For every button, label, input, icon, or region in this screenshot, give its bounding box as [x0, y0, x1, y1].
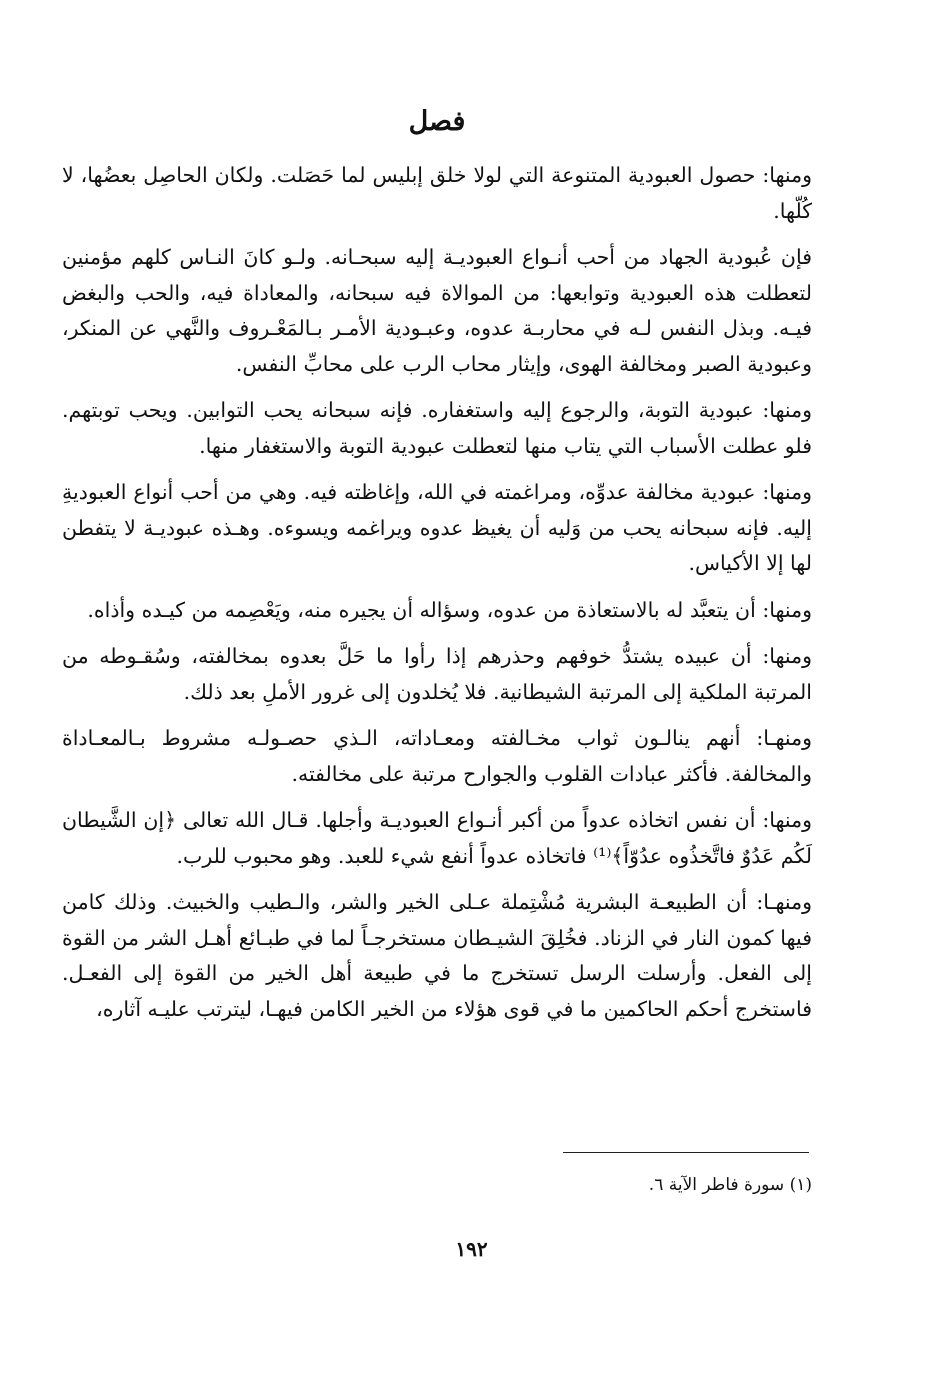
paragraph: ومنها: عبودية مخالفة عدوِّه، ومراغمته في الله، وإغاظته فيه. وهي من أحب أنواع العبوديةِ إليه. فإنه سبحانه يحب من وَليه أن يغيظ عدوه ويراغمه ويسوءه. وهـذه عبوديـة لا يتفطن لها إلا الأكياس. [62, 480, 812, 575]
paragraph: ومنها: أن نفس اتخاذه عدواً من أكبر أنـواع العبوديـة وأجلها. قـال الله تعالى ﴿إن الشَّيطان لَكُم عَدُوٌ فاتَّخذُوه عدُوّاً﴾⁽¹⁾ فاتخاذه عدواً أنفع شيء للعبد. وهو محبوب للرب. [62, 808, 812, 868]
page-number: ١٩٢ [455, 1237, 488, 1261]
footnote: (١) سورة فاطر الآية ٦. [648, 1175, 812, 1195]
paragraph: ومنها: حصول العبودية المتنوعة التي لولا خلق إبليس لما حَصَلت. ولكان الحاصِل بعضُها، لا كُلّها. [62, 163, 812, 223]
paragraph: ومنها: أن عبيده يشتدُّ خوفهم وحذرهم إذا رأوا ما حَلَّ بعدوه بمخالفته، وسُقـوطه من المرتبة الملكية إلى المرتبة الشيطانية. فلا يُخلدون إلى غرور الأملِ بعد ذلك. [62, 644, 812, 704]
paragraph: ومنهـا: أن الطبيعـة البشرية مُشْتِملة عـلى الخير والشر، والـطيب والخبيث. وذلك كامن فيها كمون النار في الزناد. فخُلِقَ الشيـطان مستخرجـاً لما في طبـائع أهـل الشر من القوة إلى الفعل. وأرسلت الرسل تستخرج ما في طبيعة أهل الخير من القوة إلى الفعـل. فاستخرج أحكم الحاكمين ما في قوى هؤلاء من الخير الكامن فيهـا، ليترتب عليـه آثاره، [62, 890, 812, 1021]
paragraph: ومنها: عبودية التوبة، والرجوع إليه واستغفاره. فإنه سبحانه يحب التوابين. ويحب توبتهم. فلو عطلت الأسباب التي يتاب منها لتعطلت عبودية التوبة والاستغفار منها. [62, 398, 812, 458]
page-body [62, 100, 812, 1038]
footnote-divider [563, 1152, 809, 1153]
paragraph: ومنها: أن يتعبَّد له بالاستعاذة من عدوه، وسؤاله أن يجيره منه، ويَعْصِمه من كيـده وأذاه. [87, 597, 812, 622]
paragraph: فإن عُبودية الجهاد من أحب أنـواع العبوديـة إليه سبحـانه. ولـو كانَ النـاس كلهم مؤمنين لتعطلت هذه العبودية وتوابعها: من الموالاة فيه سبحانه، والمعاداة فيه، والحب والبغض فيـه. وبذل النفس لـه في محاربـة عدوه، وعبـودية الأمـر بـالمَعْـروف والنَّهي عن المنكر، وعبودية الصبر ومخالفة الهوى، وإيثار محاب الرب على محابِّ النفس. [62, 245, 812, 376]
section-heading: فصل [408, 106, 466, 137]
paragraph: ومنهـا: أنهم ينالـون ثواب مخـالفته ومعـاداته، الـذي حصـولـه مشروط بـالمعـاداة والمخالفة. فأكثر عبادات القلوب والجوارح مرتبة على مخالفته. [62, 726, 812, 786]
